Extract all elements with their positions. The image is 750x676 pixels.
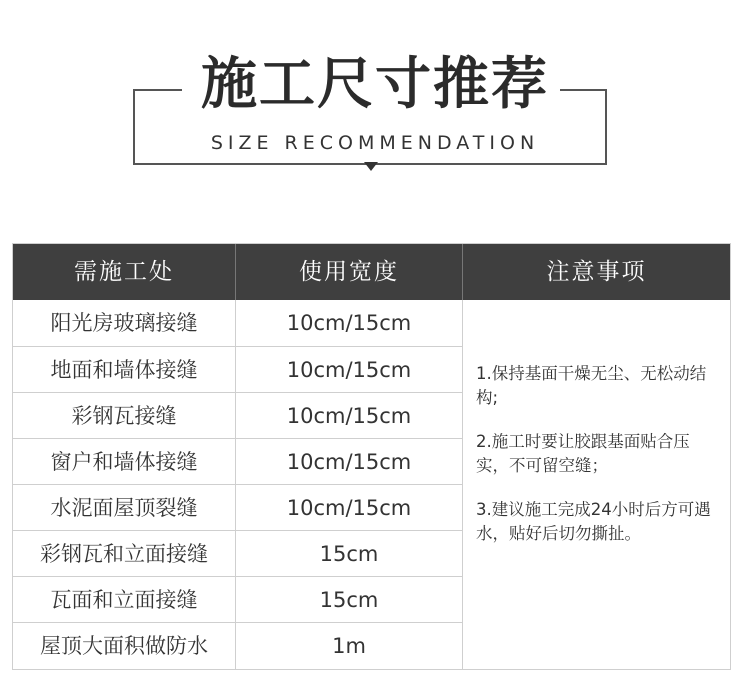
width-cell: 10cm/15cm	[286, 496, 412, 520]
table-row	[13, 347, 463, 393]
width-cell: 15cm	[319, 542, 379, 566]
location-cell: 阳光房玻璃接缝	[50, 311, 198, 335]
table-row	[13, 393, 463, 439]
location-cell: 屋顶大面积做防水	[40, 634, 208, 658]
header-location: 需施工处	[74, 259, 174, 285]
width-cell: 1m	[332, 634, 366, 658]
header-width: 使用宽度	[299, 259, 399, 285]
page-subtitle: SIZE RECOMMENDATION	[210, 132, 540, 154]
table-row	[13, 439, 463, 485]
table-row	[13, 623, 463, 669]
note-item: 3.建议施工完成24小时后方可遇水，贴好后切勿撕扯。	[476, 500, 711, 543]
width-cell: 10cm/15cm	[286, 450, 412, 474]
table-row	[13, 531, 463, 577]
width-cell: 10cm/15cm	[286, 404, 412, 428]
location-cell: 彩钢瓦接缝	[71, 404, 177, 428]
note-item: 1.保持基面干燥无尘、无松动结构;	[476, 364, 707, 407]
location-cell: 窗户和墙体接缝	[50, 450, 198, 474]
header-notes: 注意事项	[546, 259, 647, 285]
location-cell: 地面和墙体接缝	[50, 358, 198, 382]
down-triangle-icon	[364, 162, 378, 171]
width-cell: 10cm/15cm	[286, 311, 412, 335]
table-row	[13, 577, 463, 623]
width-cell: 10cm/15cm	[286, 358, 412, 382]
location-cell: 水泥面屋顶裂缝	[50, 496, 198, 520]
width-cell: 15cm	[319, 588, 379, 612]
table-header	[13, 244, 730, 300]
note-item: 2.施工时要让胶跟基面贴合压实，不可留空缝；	[476, 432, 690, 475]
notes-cell	[476, 362, 712, 566]
location-cell: 彩钢瓦和立面接缝	[40, 542, 208, 566]
table-row	[13, 485, 463, 531]
page-title: 施工尺寸推荐	[201, 52, 549, 117]
table-row	[13, 300, 463, 346]
location-cell: 瓦面和立面接缝	[50, 588, 198, 612]
